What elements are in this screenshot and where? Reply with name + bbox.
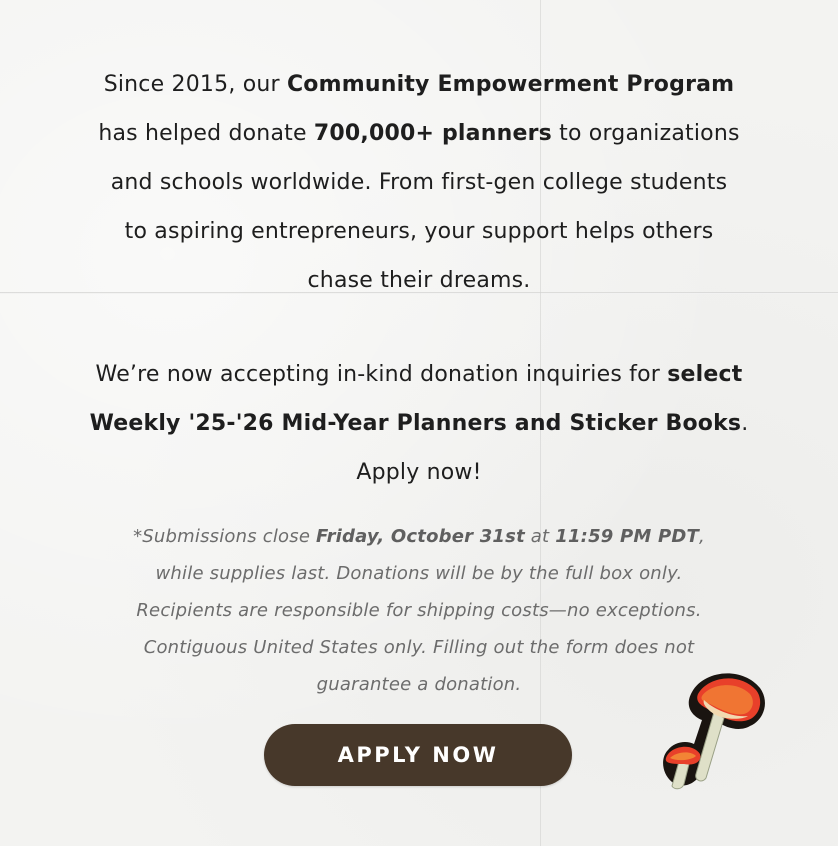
body-text: at — [524, 526, 556, 547]
text-line — [40, 60, 798, 109]
text-line — [60, 592, 778, 629]
body-text: to organizations — [551, 121, 740, 146]
apply-now-button[interactable]: APPLY NOW — [264, 724, 572, 786]
body-text: . — [741, 411, 749, 436]
intro-paragraph — [40, 60, 798, 305]
text-line — [30, 350, 808, 399]
mushroom-sticker-icon — [652, 662, 772, 792]
emphasis-text: Weekly '25-'26 Mid-Year Planners and Sticker Books — [89, 411, 742, 436]
body-text: , — [698, 526, 705, 547]
body-text: Apply now! — [356, 460, 482, 485]
text-line — [60, 555, 778, 592]
emphasis-text: Community Empowerment Program — [286, 72, 735, 97]
announcement-paragraph — [30, 350, 808, 497]
body-text: We’re now accepting in-kind donation inquiries for — [95, 362, 668, 387]
emphasis-text: Friday, October 31st — [316, 526, 525, 547]
body-text: Contiguous United States only. Filling out the form does not — [143, 637, 695, 658]
text-line — [40, 109, 798, 158]
emphasis-text: 700,000+ planners — [313, 121, 552, 146]
body-text: *Submissions close — [133, 526, 317, 547]
body-text: has helped donate — [98, 121, 314, 146]
body-text: Recipients are responsible for shipping costs—no exceptions. — [136, 600, 702, 621]
body-text: to aspiring entrepreneurs, your support helps others — [124, 219, 714, 244]
text-line — [40, 158, 798, 207]
emphasis-text: 11:59 PM PDT — [555, 526, 699, 547]
text-line — [60, 518, 778, 555]
body-text: Since 2015, our — [103, 72, 287, 97]
body-text: guarantee a donation. — [316, 674, 522, 695]
body-text: while supplies last. Donations will be by the full box only. — [155, 563, 683, 584]
text-line — [60, 629, 778, 666]
emphasis-text: select — [667, 362, 743, 387]
body-text: and schools worldwide. From first-gen college students — [110, 170, 728, 195]
text-line — [40, 256, 798, 305]
text-line — [30, 448, 808, 497]
body-text: chase their dreams. — [307, 268, 531, 293]
text-line — [40, 207, 798, 256]
text-line — [30, 399, 808, 448]
